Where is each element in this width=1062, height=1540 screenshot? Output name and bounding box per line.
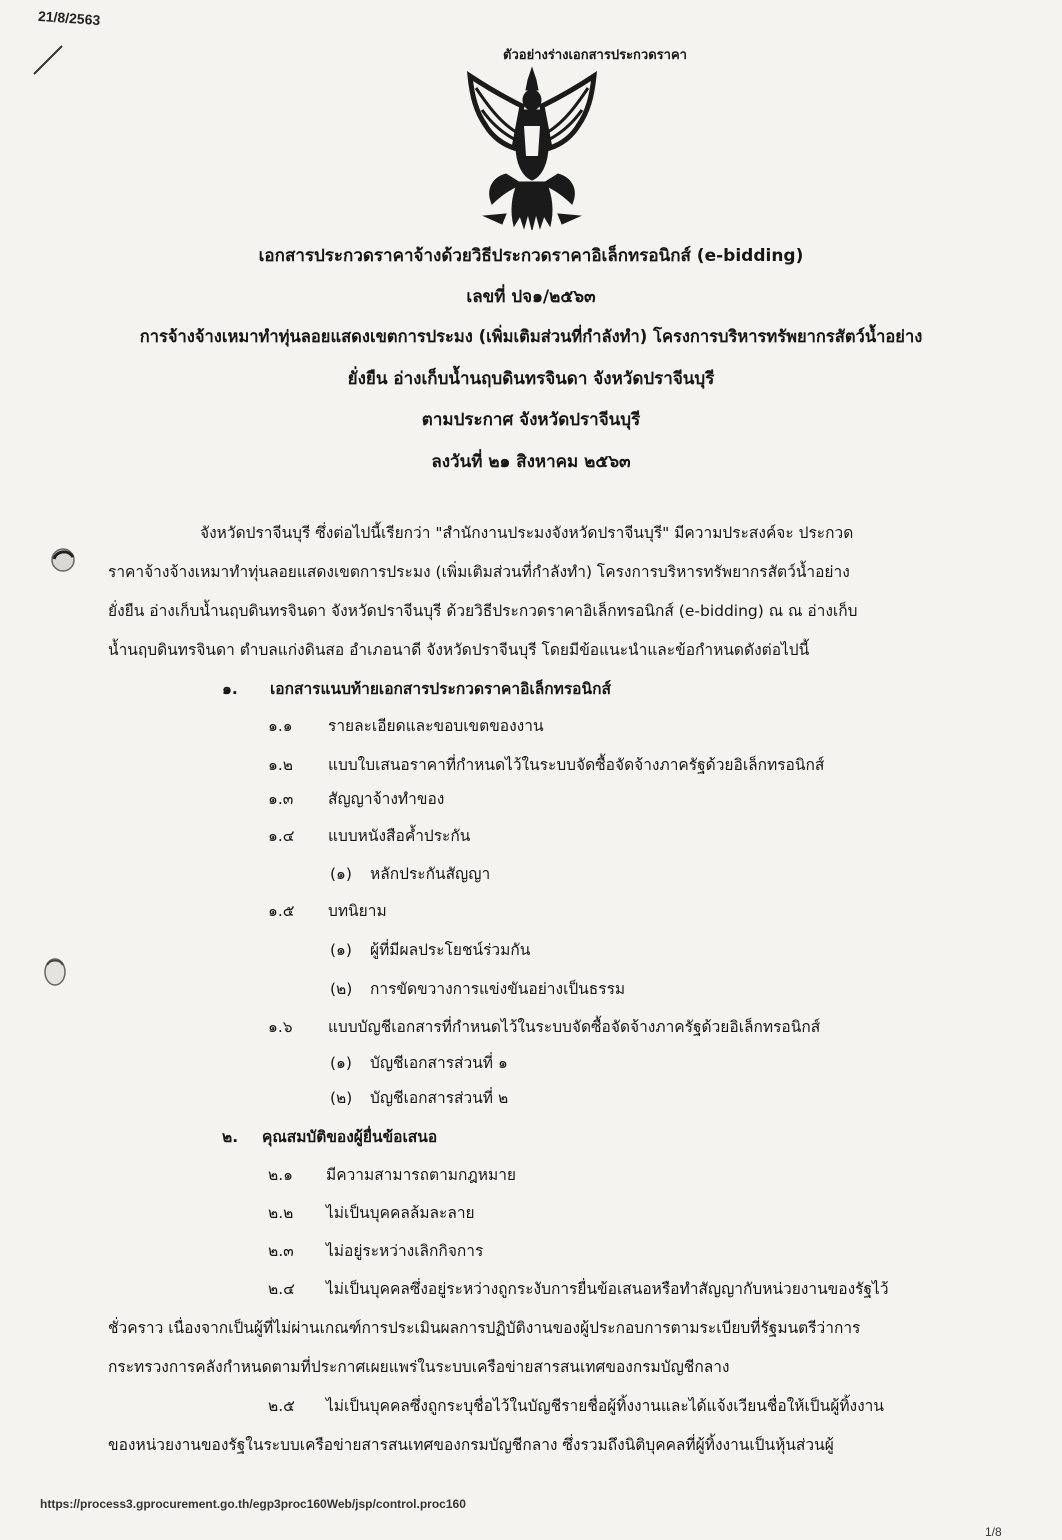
subitem-text: บัญชีเอกสารส่วนที่ ๑ (370, 1054, 508, 1072)
item-text-continued: ชั่วคราว เนื่องจากเป็นผู้ที่ไม่ผ่านเกณฑ์การประเมินผลการปฏิบัติงานของผู้ประกอบการตามระเบียบที่รัฐมนตรีว่าการ (108, 1319, 861, 1337)
item-number: ๒.๑ (268, 1166, 293, 1184)
subitem-text: ผู้ที่มีผลประโยชน์ร่วมกัน (370, 941, 531, 959)
item-text: ไม่เป็นบุคคลซึ่งอยู่ระหว่างถูกระงับการยื่นข้อเสนอหรือทำสัญญากับหน่วยงานของรัฐไว้ (326, 1280, 889, 1298)
item-number: ๑.๑ (268, 717, 293, 735)
subitem-number: (๒) (330, 1089, 353, 1107)
section1-number: ๑. (222, 680, 238, 698)
document-title: เอกสารประกวดราคาจ้างด้วยวิธีประกวดราคาอิเล็กทรอนิกส์ (e-bidding) (258, 246, 804, 266)
subitem-text: บัญชีเอกสารส่วนที่ ๒ (370, 1089, 509, 1107)
subitem-number: (๑) (330, 941, 352, 959)
project-title-line1: การจ้างจ้างเหมาทำทุ่นลอยแสดงเขตการประมง (เพิ่มเติมส่วนที่กำลังทำ) โครงการบริหารทรัพยากรสัตว์น้ำอย่าง (139, 327, 923, 346)
item-text: ไม่เป็นบุคคลล้มละลาย (326, 1204, 475, 1222)
subitem-number: (๒) (330, 980, 353, 998)
garuda-emblem-icon (462, 66, 602, 236)
intro-line: น้ำนฤบดินทรจินดา ตำบลแก่งดินสอ อำเภอนาดี จังหวัดปราจีนบุรี โดยมีข้อแนะนำและข้อกำหนดดังต่อไปนี้ (108, 641, 810, 659)
item-number: ๒.๕ (268, 1397, 295, 1415)
subitem-text: หลักประกันสัญญา (370, 865, 491, 883)
item-number: ๒.๒ (268, 1204, 294, 1222)
page-number: 1/8 (985, 1525, 1002, 1539)
section2-number: ๒. (222, 1128, 239, 1146)
intro-line: จังหวัดปราจีนบุรี ซึ่งต่อไปนี้เรียกว่า "สำนักงานประมงจังหวัดปราจีนบุรี" มีความประสงค์จะ ประกวด (200, 524, 854, 542)
document-number: เลขที่ ปจ๑/๒๕๖๓ (466, 287, 596, 307)
intro-line: ยั่งยืน อ่างเก็บน้ำนฤบดินทรจินดา จังหวัดปราจีนบุรี ด้วยวิธีประกวดราคาอิเล็กทรอนิกส์ (e-bidding) ณ ณ อ่างเก็บ (108, 602, 858, 620)
announcement-date: ลงวันที่ ๒๑ สิงหาคม ๒๕๖๓ (431, 452, 631, 472)
draft-label: ตัวอย่างร่างเอกสารประกวดราคา (503, 48, 687, 63)
section1-heading: เอกสารแนบท้ายเอกสารประกวดราคาอิเล็กทรอนิกส์ (270, 680, 611, 698)
item-text: รายละเอียดและขอบเขตของงาน (328, 717, 544, 735)
item-number: ๑.๒ (268, 756, 293, 774)
item-text: ไม่อยู่ระหว่างเลิกกิจการ (326, 1242, 484, 1260)
item-text: มีความสามารถตามกฎหมาย (326, 1166, 517, 1184)
item-number: ๑.๕ (268, 902, 295, 920)
subitem-text: การขัดขวางการแข่งขันอย่างเป็นธรรม (370, 980, 626, 998)
item-number: ๒.๔ (268, 1280, 295, 1298)
intro-line: ราคาจ้างจ้างเหมาทำทุ่นลอยแสดงเขตการประมง (เพิ่มเติมส่วนที่กำลังทำ) โครงการบริหารทรัพยากรสัตว์น้ำอย่าง (108, 563, 850, 581)
item-text: แบบใบเสนอราคาที่กำหนดไว้ในระบบจัดซื้อจัดจ้างภาครัฐด้วยอิเล็กทรอนิกส์ (328, 756, 825, 774)
item-text-continued: ของหน่วยงานของรัฐในระบบเครือข่ายสารสนเทศของกรมบัญชีกลาง ซึ่งรวมถึงนิติบุคคลที่ผู้ทิ้งงานเป็นหุ้นส่วนผู้ (108, 1436, 834, 1454)
project-title-line2: ยั่งยืน อ่างเก็บน้ำนฤบดินทรจินดา จังหวัดปราจีนบุรี (347, 369, 715, 389)
subitem-number: (๑) (330, 1054, 352, 1072)
item-text-continued: กระทรวงการคลังกำหนดตามที่ประกาศเผยแพร่ในระบบเครือข่ายสารสนเทศของกรมบัญชีกลาง (108, 1358, 730, 1376)
item-number: ๒.๓ (268, 1242, 294, 1260)
punch-hole-icon (48, 545, 78, 575)
item-number: ๑.๓ (268, 790, 294, 808)
item-number: ๑.๔ (268, 827, 295, 845)
item-text: ไม่เป็นบุคคลซึ่งถูกระบุชื่อไว้ในบัญชีรายชื่อผู้ทิ้งงานและได้แจ้งเวียนชื่อให้เป็นผู้ทิ้งงาน (326, 1397, 884, 1415)
item-number: ๑.๖ (268, 1018, 293, 1036)
announcement: ตามประกาศ จังหวัดปราจีนบุรี (421, 410, 641, 430)
footer-url: https://process3.gprocurement.go.th/egp3proc160Web/jsp/control.proc160 (40, 1497, 466, 1511)
punch-hole-icon (40, 955, 70, 989)
item-text: บทนิยาม (328, 902, 387, 920)
handwritten-date: 21/8/2563 (37, 7, 101, 29)
item-text: แบบหนังสือค้ำประกัน (328, 827, 471, 845)
subitem-number: (๑) (330, 865, 352, 883)
section2-heading: คุณสมบัติของผู้ยื่นข้อเสนอ (262, 1128, 438, 1146)
item-text: แบบบัญชีเอกสารที่กำหนดไว้ในระบบจัดซื้อจัดจ้างภาครัฐด้วยอิเล็กทรอนิกส์ (328, 1018, 821, 1036)
item-text: สัญญาจ้างทำของ (328, 790, 445, 808)
